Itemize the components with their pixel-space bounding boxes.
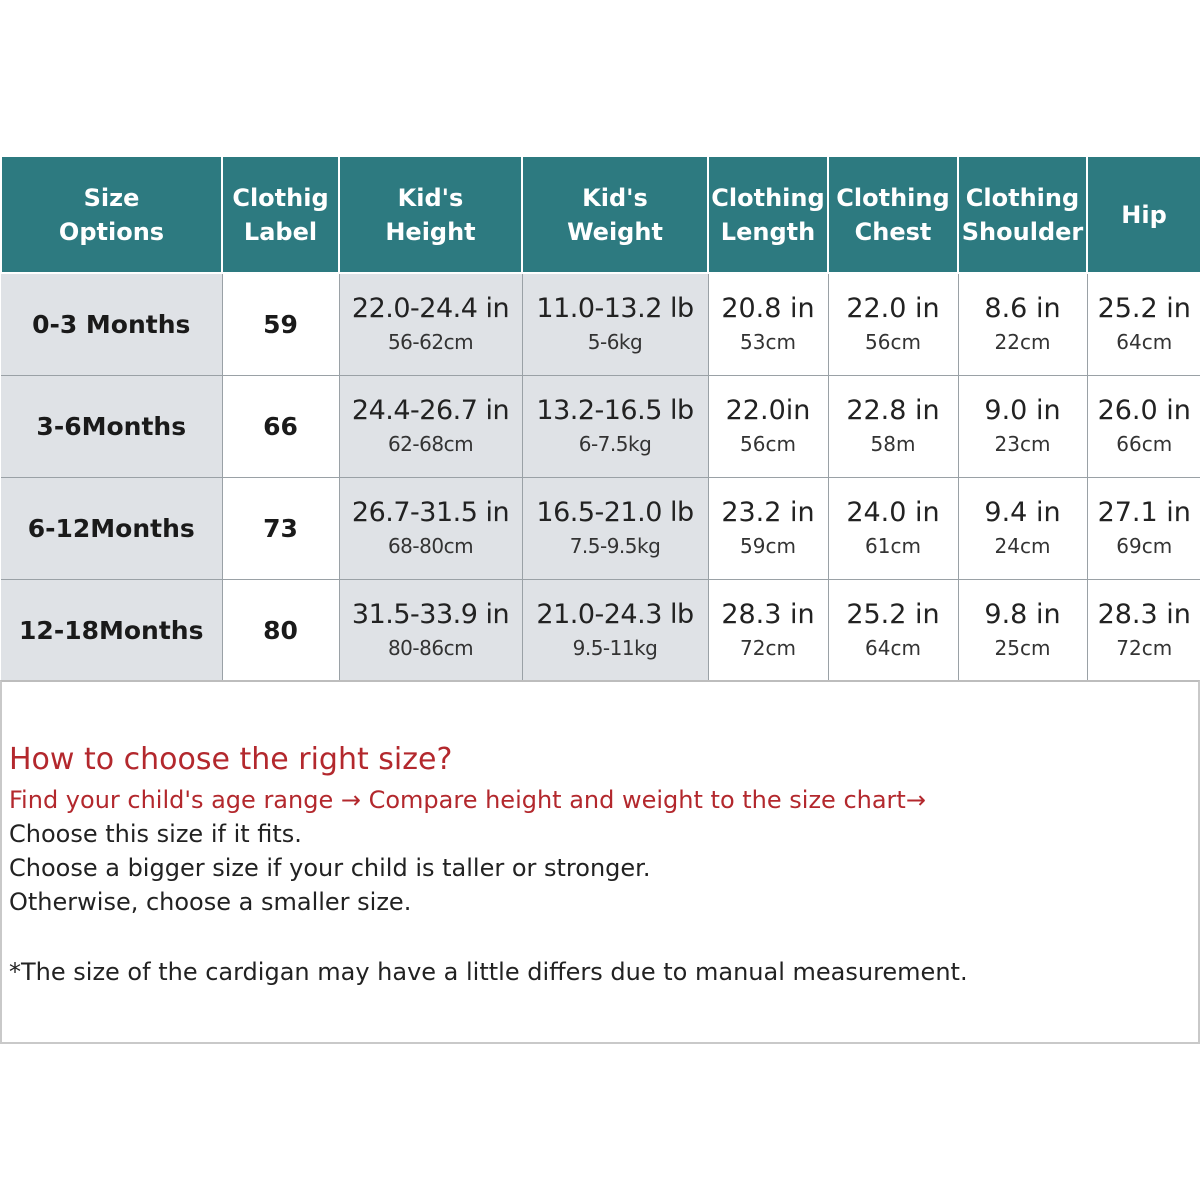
weight-cell <box>522 477 708 579</box>
chest-cell <box>828 273 958 375</box>
header-size-options <box>1 157 222 273</box>
table-row <box>1 375 1200 477</box>
hip-imperial: 25.2 in <box>1097 293 1191 325</box>
header-text: Kid's <box>582 183 648 212</box>
shoulder-imperial: 9.0 in <box>984 395 1061 426</box>
shoulder-imperial: 9.4 in <box>984 497 1061 528</box>
shoulder-metric: 22cm <box>994 330 1051 355</box>
header-text: Clothing <box>711 183 825 212</box>
height-cell <box>339 477 522 579</box>
shoulder-cell <box>958 273 1087 375</box>
weight-cell <box>522 579 708 681</box>
length-cell <box>708 477 828 579</box>
size-option-cell: 6-12Months <box>1 477 222 579</box>
header-kids-weight <box>522 157 708 273</box>
chest-imperial: 22.8 in <box>846 395 940 426</box>
table-body <box>1 273 1200 681</box>
shoulder-metric: 24cm <box>994 534 1051 558</box>
clothing-label-cell: 59 <box>222 273 339 375</box>
header-kids-height <box>339 157 522 273</box>
header-clothing-label <box>222 157 339 273</box>
header-text: Weight <box>567 217 663 246</box>
size-option-cell: 3-6Months <box>1 375 222 477</box>
guide-steps: Find your child's age range → Compare height and weight to the size chart→ <box>9 786 926 814</box>
header-text: Kid's <box>397 183 464 212</box>
header-text: Length <box>720 217 816 246</box>
hip-cell <box>1087 579 1200 681</box>
header-clothing-length <box>708 157 828 273</box>
hip-metric: 69cm <box>1116 534 1173 558</box>
guide-line-bigger: Choose a bigger size if your child is taller or stronger. <box>9 854 651 882</box>
hip-metric: 72cm <box>1116 636 1173 660</box>
hip-cell <box>1087 375 1200 477</box>
clothing-label-cell: 80 <box>222 579 339 681</box>
table-row <box>1 579 1200 681</box>
header-text: Size <box>83 183 140 212</box>
guide-line-smaller: Otherwise, choose a smaller size. <box>9 888 412 916</box>
weight-metric: 7.5-9.5kg <box>569 534 661 558</box>
clothing-label-cell: 73 <box>222 477 339 579</box>
header-hip <box>1087 157 1200 273</box>
length-imperial: 22.0in <box>725 395 811 426</box>
header-text: Clothig <box>232 183 329 212</box>
header-text: Label <box>243 217 318 246</box>
weight-metric: 6-7.5kg <box>578 432 652 456</box>
weight-imperial: 11.0-13.2 lb <box>536 293 694 325</box>
height-metric: 80-86cm <box>387 636 474 660</box>
chest-metric: 61cm <box>865 534 921 558</box>
header-text: Height <box>385 217 476 246</box>
hip-cell <box>1087 477 1200 579</box>
weight-imperial: 16.5-21.0 lb <box>536 497 694 528</box>
length-cell <box>708 273 828 375</box>
shoulder-cell <box>958 579 1087 681</box>
chest-cell <box>828 579 958 681</box>
weight-imperial: 13.2-16.5 lb <box>536 395 694 426</box>
hip-imperial: 28.3 in <box>1097 599 1191 630</box>
chest-cell <box>828 477 958 579</box>
header-text: Options <box>58 217 165 246</box>
length-imperial: 28.3 in <box>721 599 815 630</box>
header-text: Shoulder <box>961 217 1084 246</box>
height-cell <box>339 273 522 375</box>
length-cell <box>708 579 828 681</box>
size-guide <box>0 680 1200 1044</box>
hip-cell <box>1087 273 1200 375</box>
size-option-cell: 0-3 Months <box>1 273 222 375</box>
size-chart-table <box>0 157 1200 682</box>
weight-cell <box>522 375 708 477</box>
size-option-cell: 12-18Months <box>1 579 222 681</box>
chest-metric: 58m <box>870 432 916 456</box>
length-cell <box>708 375 828 477</box>
height-cell <box>339 579 522 681</box>
length-metric: 53cm <box>740 330 796 355</box>
guide-note: *The size of the cardigan may have a little differs due to manual measurement. <box>9 958 968 986</box>
header-text: Hip <box>1121 200 1167 229</box>
height-imperial: 31.5-33.9 in <box>351 599 510 630</box>
header-text: Clothing <box>836 183 950 212</box>
chest-cell <box>828 375 958 477</box>
height-imperial: 24.4-26.7 in <box>351 395 510 426</box>
height-metric: 62-68cm <box>387 432 474 456</box>
height-metric: 56-62cm <box>387 330 474 355</box>
chest-metric: 56cm <box>865 330 921 355</box>
shoulder-imperial: 8.6 in <box>984 293 1061 325</box>
chest-imperial: 24.0 in <box>846 497 940 528</box>
header-text: Chest <box>854 217 932 246</box>
clothing-label-cell: 66 <box>222 375 339 477</box>
guide-title: How to choose the right size? <box>9 742 453 777</box>
height-metric: 68-80cm <box>387 534 474 558</box>
weight-imperial: 21.0-24.3 lb <box>536 599 694 630</box>
shoulder-imperial: 9.8 in <box>984 599 1061 630</box>
weight-cell <box>522 273 708 375</box>
height-imperial: 22.0-24.4 in <box>351 293 510 325</box>
weight-metric: 5-6kg <box>587 330 643 355</box>
length-metric: 59cm <box>740 534 796 558</box>
hip-metric: 66cm <box>1116 432 1173 456</box>
chest-metric: 64cm <box>865 636 921 660</box>
height-cell <box>339 375 522 477</box>
height-imperial: 26.7-31.5 in <box>351 497 510 528</box>
length-imperial: 23.2 in <box>721 497 815 528</box>
shoulder-metric: 25cm <box>994 636 1051 660</box>
hip-metric: 64cm <box>1116 330 1173 355</box>
length-metric: 72cm <box>740 636 796 660</box>
length-imperial: 20.8 in <box>721 293 815 325</box>
shoulder-cell <box>958 477 1087 579</box>
shoulder-cell <box>958 375 1087 477</box>
guide-line-fits: Choose this size if it fits. <box>9 820 302 848</box>
chest-imperial: 22.0 in <box>846 293 940 325</box>
table-row <box>1 477 1200 579</box>
weight-metric: 9.5-11kg <box>572 636 658 660</box>
hip-imperial: 27.1 in <box>1097 497 1191 528</box>
header-row <box>1 157 1200 273</box>
table-row <box>1 273 1200 375</box>
length-metric: 56cm <box>740 432 796 456</box>
chest-imperial: 25.2 in <box>846 599 940 630</box>
header-text: Clothing <box>965 183 1080 212</box>
hip-imperial: 26.0 in <box>1097 395 1191 426</box>
shoulder-metric: 23cm <box>994 432 1051 456</box>
header-clothing-shoulder <box>958 157 1087 273</box>
header-clothing-chest <box>828 157 958 273</box>
